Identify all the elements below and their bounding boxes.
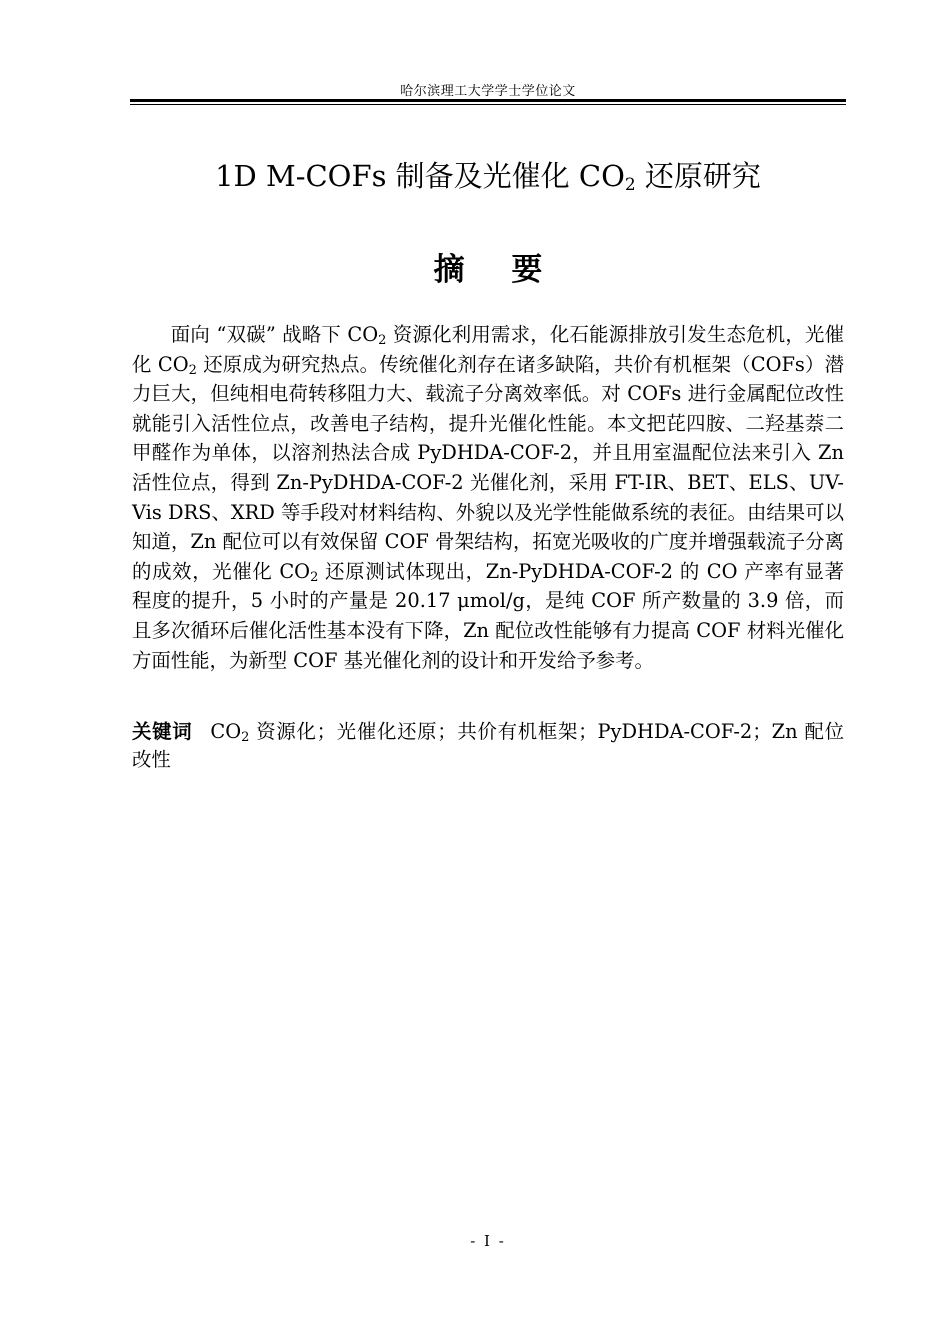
header-rule-thin — [130, 104, 846, 105]
abstract-text: 资源化利用需求，化石能源排放引发生态危机，光催化 CO — [132, 323, 844, 376]
header-rule-thick — [130, 99, 846, 102]
running-header: 哈尔滨理工大学学士学位论文 — [400, 84, 576, 99]
title-text-part1: 1D M-COFs 制备及光催化 CO — [215, 159, 625, 193]
keywords-text: CO — [210, 720, 242, 743]
abstract-paragraph — [132, 320, 844, 675]
title-text-part2: 还原研究 — [635, 159, 761, 193]
abstract-heading: 摘 要 — [433, 252, 561, 288]
title-subscript: 2 — [624, 175, 636, 195]
abstract-text: 面向 “双碳” 战略下 CO — [170, 323, 379, 346]
keywords-paragraph — [132, 718, 844, 774]
page-number: - I - — [470, 1232, 506, 1250]
abstract-text: 还原测试体现出，Zn-PyDHDA-COF-2 的 CO 产率有显著程度的提升，5 小时的产量是 20.17 μmol/g，是纯 COF 所产数量的 3.9 倍，而且多次循环后催化活性基本没有下降，Zn 配位改性能够有力提高 COF 材料光催化方面性能，为新型 COF 基光催化剂的设计和开发给予参考。 — [132, 559, 844, 672]
keywords-subscript: 2 — [241, 730, 250, 745]
abstract-subscript: 2 — [310, 569, 319, 585]
thesis-title — [130, 156, 846, 196]
keywords-text: 资源化；光催化还原；共价有机框架；PyDHDA-COF-2；Zn 配位改性 — [132, 720, 845, 771]
keywords-label: 关键词 — [132, 720, 193, 743]
abstract-text: 还原成为研究热点。传统催化剂存在诸多缺陷，共价有机框架（COFs）潜力巨大，但纯相电荷转移阻力大、载流子分离效率低。对 COFs 进行金属配位改性就能引入活性位点，改善电子结构，提升光催化性能。本文把芘四胺、二羟基萘二甲醛作为单体，以溶剂热法合成 PyDHDA-COF-2，并且用室温配位法来引入 Zn 活性位点，得到 Zn-PyDHDA-COF-2 光催化剂，采用 FT-IR、BET、ELS、UV-Vis DRS、XRD 等手段对材料结构、外貌以及光学性能做系统的表征。由结果可以知道，Zn 配位可以有效保留 COF 骨架结构，拓宽光吸收的广度并增强载流子分离的成效，光催化 CO — [132, 352, 844, 583]
abstract-subscript: 2 — [188, 362, 197, 378]
abstract-subscript: 2 — [378, 333, 387, 348]
